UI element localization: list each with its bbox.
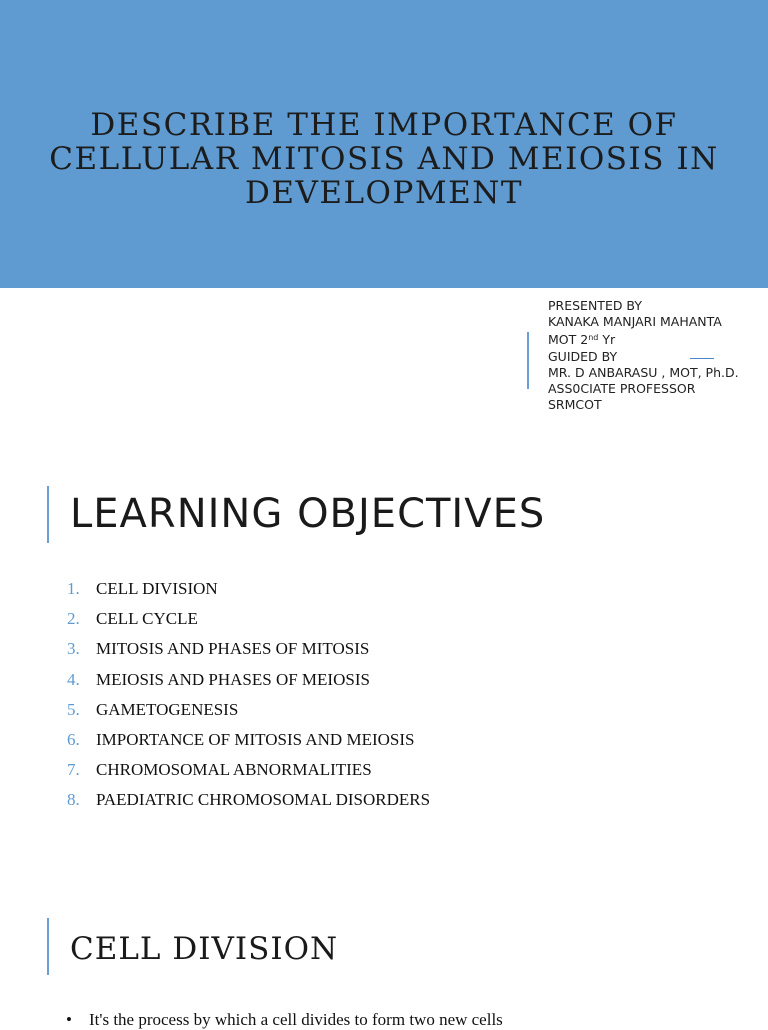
institution: SRMCOT bbox=[548, 397, 602, 413]
slide-title-line: CELLULAR MITOSIS AND MEIOSIS IN bbox=[49, 141, 719, 177]
list-item bbox=[60, 637, 430, 667]
list-item-text: CHROMOSOMAL ABNORMALITIES bbox=[96, 760, 372, 780]
presented-by-label: PRESENTED BY bbox=[548, 298, 642, 313]
guided-by-label: GUIDED BY bbox=[548, 348, 618, 364]
presenter-accent-rule bbox=[527, 332, 529, 389]
list-item-text: GAMETOGENESIS bbox=[96, 699, 239, 719]
list-item bbox=[60, 788, 430, 818]
list-item bbox=[60, 668, 430, 698]
bullet-dot: • bbox=[66, 1010, 72, 1029]
bullet-text: It's the process by which a cell divides to form two new cells bbox=[89, 1010, 503, 1029]
list-item bbox=[60, 728, 430, 758]
bullet-item bbox=[66, 1010, 503, 1030]
list-item-text: CELL CYCLE bbox=[96, 609, 198, 629]
objectives-heading: LEARNING OBJECTIVES bbox=[70, 491, 546, 537]
objectives-accent-rule bbox=[47, 486, 49, 543]
list-item bbox=[60, 698, 430, 728]
list-item-number: 5. bbox=[67, 699, 80, 719]
list-item-text: PAEDIATRIC CHROMOSOMAL DISORDERS bbox=[96, 790, 431, 810]
title-banner bbox=[0, 0, 768, 288]
guide-title: ASS0CIATE PROFESSOR bbox=[548, 381, 696, 397]
list-item-number: 8. bbox=[67, 790, 80, 810]
course-prefix: MOT 2 bbox=[548, 332, 589, 348]
list-item-text: IMPORTANCE OF MITOSIS AND MEIOSIS bbox=[96, 729, 415, 749]
list-item bbox=[60, 607, 430, 637]
slide-title bbox=[0, 108, 768, 210]
decorative-underline bbox=[690, 358, 714, 359]
guide-name: MR. D ANBARASU , MOT, Ph.D. bbox=[548, 364, 739, 380]
cell-division-heading: CELL DIVISION bbox=[70, 931, 339, 967]
list-item bbox=[60, 577, 430, 607]
presenter-info bbox=[548, 298, 739, 413]
list-item-number: 3. bbox=[67, 639, 80, 659]
list-item-number: 4. bbox=[67, 669, 80, 689]
list-item-text: MEIOSIS AND PHASES OF MEIOSIS bbox=[96, 669, 370, 689]
course-suffix: Yr bbox=[598, 332, 616, 348]
slide-title-line: DEVELOPMENT bbox=[244, 175, 524, 211]
presenter-course bbox=[548, 330, 739, 348]
cell-division-accent-rule bbox=[47, 918, 49, 975]
list-item-number: 1. bbox=[67, 579, 80, 598]
course-superscript: nd bbox=[588, 333, 599, 343]
presenter-name: KANAKA MANJARI MAHANTA bbox=[548, 314, 722, 330]
list-item bbox=[60, 758, 430, 788]
list-item-text: CELL DIVISION bbox=[96, 579, 218, 598]
slide-title-line: DESCRIBE THE IMPORTANCE OF bbox=[90, 107, 678, 143]
list-item-number: 2. bbox=[67, 609, 80, 629]
list-item-number: 6. bbox=[67, 729, 80, 749]
list-item-text: MITOSIS AND PHASES OF MITOSIS bbox=[96, 639, 370, 659]
objectives-list bbox=[60, 577, 430, 819]
list-item-number: 7. bbox=[67, 760, 80, 780]
